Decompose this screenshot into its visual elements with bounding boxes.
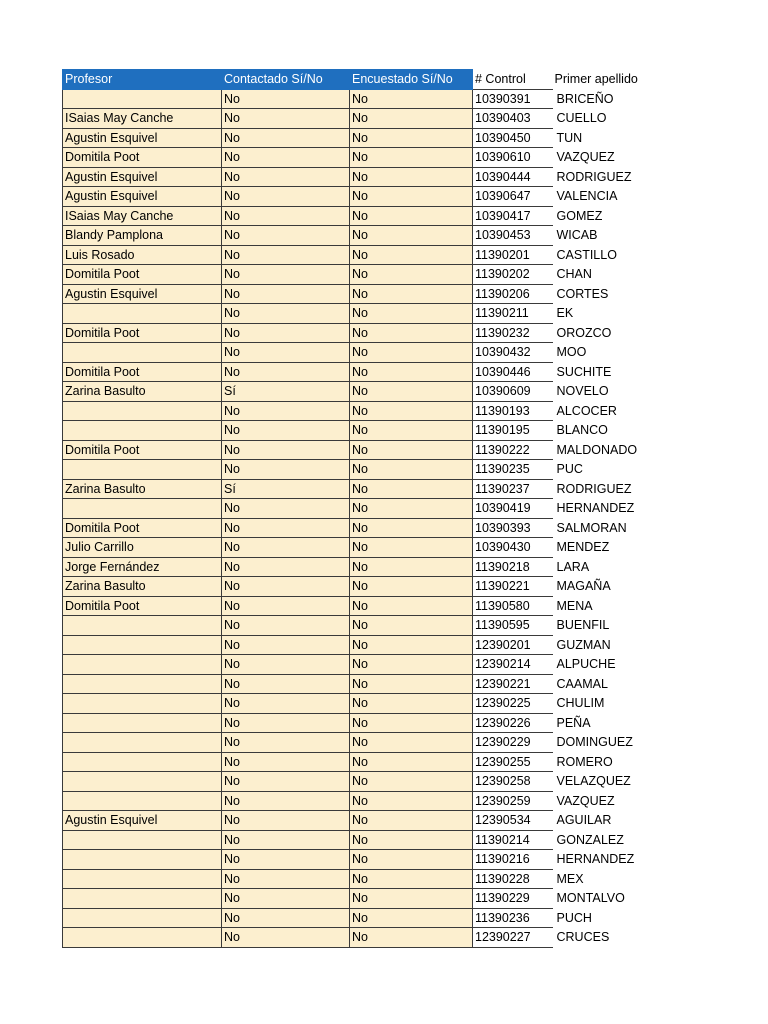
cell-profesor[interactable] bbox=[63, 791, 222, 811]
cell-encuestado[interactable]: No bbox=[350, 128, 473, 148]
cell-control[interactable]: 11390580 bbox=[473, 596, 553, 616]
cell-profesor[interactable] bbox=[63, 713, 222, 733]
cell-control[interactable]: 11390229 bbox=[473, 889, 553, 909]
table-row bbox=[63, 889, 663, 909]
cell-profesor[interactable]: Zarina Basulto bbox=[63, 382, 222, 402]
cell-control[interactable]: 11390202 bbox=[473, 265, 553, 285]
cell-encuestado[interactable]: No bbox=[350, 167, 473, 187]
cell-encuestado[interactable]: No bbox=[350, 869, 473, 889]
cell-contactado[interactable]: No bbox=[222, 694, 350, 714]
cell-control[interactable]: 12390226 bbox=[473, 713, 553, 733]
cell-encuestado[interactable]: No bbox=[350, 304, 473, 324]
cell-encuestado[interactable]: No bbox=[350, 284, 473, 304]
cell-contactado[interactable]: No bbox=[222, 830, 350, 850]
cell-control[interactable]: 12390227 bbox=[473, 928, 553, 948]
cell-profesor[interactable]: Agustin Esquivel bbox=[63, 187, 222, 207]
cell-contactado[interactable]: Sí bbox=[222, 479, 350, 499]
table-row bbox=[63, 362, 663, 382]
table-row bbox=[63, 401, 663, 421]
cell-apellido[interactable]: HERNANDEZ bbox=[553, 850, 663, 870]
cell-profesor[interactable]: Domitila Poot bbox=[63, 265, 222, 285]
cell-encuestado[interactable]: No bbox=[350, 889, 473, 909]
cell-contactado[interactable]: No bbox=[222, 791, 350, 811]
cell-encuestado[interactable]: No bbox=[350, 479, 473, 499]
table-row bbox=[63, 908, 663, 928]
cell-contactado[interactable]: No bbox=[222, 752, 350, 772]
cell-apellido[interactable]: CHAN bbox=[553, 265, 663, 285]
cell-encuestado[interactable]: No bbox=[350, 635, 473, 655]
cell-apellido[interactable]: ALCOCER bbox=[553, 401, 663, 421]
cell-profesor[interactable] bbox=[63, 635, 222, 655]
cell-control[interactable]: 11390235 bbox=[473, 460, 553, 480]
cell-profesor[interactable] bbox=[63, 733, 222, 753]
cell-apellido[interactable]: GUZMAN bbox=[553, 635, 663, 655]
cell-control[interactable]: 10390609 bbox=[473, 382, 553, 402]
cell-profesor[interactable]: Agustin Esquivel bbox=[63, 811, 222, 831]
table-row bbox=[63, 343, 663, 363]
cell-control[interactable]: 12390534 bbox=[473, 811, 553, 831]
cell-profesor[interactable]: Blandy Pamplona bbox=[63, 226, 222, 246]
cell-control[interactable]: 10390417 bbox=[473, 206, 553, 226]
table-row bbox=[63, 655, 663, 675]
cell-encuestado[interactable]: No bbox=[350, 733, 473, 753]
table-row bbox=[63, 830, 663, 850]
cell-profesor[interactable]: Julio Carrillo bbox=[63, 538, 222, 558]
cell-profesor[interactable] bbox=[63, 616, 222, 636]
cell-apellido[interactable]: CAAMAL bbox=[553, 674, 663, 694]
cell-encuestado[interactable]: No bbox=[350, 265, 473, 285]
header-contactado[interactable]: Contactado Sí/No bbox=[222, 70, 350, 90]
cell-apellido[interactable]: VALENCIA bbox=[553, 187, 663, 207]
header-profesor[interactable]: Profesor bbox=[63, 70, 222, 90]
survey-table bbox=[62, 69, 663, 948]
table-row bbox=[63, 674, 663, 694]
cell-apellido[interactable]: HERNANDEZ bbox=[553, 499, 663, 519]
table-row bbox=[63, 421, 663, 441]
cell-profesor[interactable] bbox=[63, 889, 222, 909]
cell-profesor[interactable]: Domitila Poot bbox=[63, 362, 222, 382]
table-row bbox=[63, 265, 663, 285]
cell-encuestado[interactable]: No bbox=[350, 362, 473, 382]
cell-apellido[interactable]: MONTALVO bbox=[553, 889, 663, 909]
cell-contactado[interactable]: No bbox=[222, 89, 350, 109]
cell-encuestado[interactable]: No bbox=[350, 245, 473, 265]
cell-contactado[interactable]: No bbox=[222, 674, 350, 694]
cell-control[interactable]: 11390232 bbox=[473, 323, 553, 343]
table-row bbox=[63, 928, 663, 948]
table-row bbox=[63, 89, 663, 109]
cell-apellido[interactable]: BLANCO bbox=[553, 421, 663, 441]
cell-contactado[interactable]: No bbox=[222, 850, 350, 870]
cell-profesor[interactable]: ISaias May Canche bbox=[63, 109, 222, 129]
cell-apellido[interactable]: SUCHITE bbox=[553, 362, 663, 382]
table-row bbox=[63, 187, 663, 207]
cell-apellido[interactable]: VAZQUEZ bbox=[553, 148, 663, 168]
cell-control[interactable]: 11390211 bbox=[473, 304, 553, 324]
cell-contactado[interactable]: No bbox=[222, 499, 350, 519]
cell-apellido[interactable]: NOVELO bbox=[553, 382, 663, 402]
table-row bbox=[63, 772, 663, 792]
cell-control[interactable]: 12390259 bbox=[473, 791, 553, 811]
cell-encuestado[interactable]: No bbox=[350, 811, 473, 831]
cell-contactado[interactable]: Sí bbox=[222, 382, 350, 402]
cell-profesor[interactable]: Agustin Esquivel bbox=[63, 128, 222, 148]
cell-control[interactable]: 11390221 bbox=[473, 577, 553, 597]
cell-contactado[interactable]: No bbox=[222, 245, 350, 265]
cell-contactado[interactable]: No bbox=[222, 733, 350, 753]
cell-apellido[interactable]: PUC bbox=[553, 460, 663, 480]
cell-encuestado[interactable]: No bbox=[350, 518, 473, 538]
header-apellido[interactable]: Primer apellido bbox=[553, 70, 663, 90]
table-row bbox=[63, 733, 663, 753]
cell-contactado[interactable]: No bbox=[222, 538, 350, 558]
cell-encuestado[interactable]: No bbox=[350, 538, 473, 558]
cell-contactado[interactable]: No bbox=[222, 577, 350, 597]
cell-encuestado[interactable]: No bbox=[350, 713, 473, 733]
cell-control[interactable]: 11390216 bbox=[473, 850, 553, 870]
cell-control[interactable]: 12390229 bbox=[473, 733, 553, 753]
table-row bbox=[63, 206, 663, 226]
cell-control[interactable]: 11390222 bbox=[473, 440, 553, 460]
cell-contactado[interactable]: No bbox=[222, 713, 350, 733]
table-row bbox=[63, 596, 663, 616]
table-row bbox=[63, 148, 663, 168]
cell-encuestado[interactable]: No bbox=[350, 616, 473, 636]
table-row bbox=[63, 518, 663, 538]
cell-encuestado[interactable]: No bbox=[350, 596, 473, 616]
cell-contactado[interactable]: No bbox=[222, 167, 350, 187]
cell-profesor[interactable] bbox=[63, 89, 222, 109]
cell-control[interactable]: 11390195 bbox=[473, 421, 553, 441]
cell-profesor[interactable] bbox=[63, 343, 222, 363]
cell-profesor[interactable]: Domitila Poot bbox=[63, 596, 222, 616]
table-row bbox=[63, 284, 663, 304]
cell-control[interactable]: 11390193 bbox=[473, 401, 553, 421]
cell-apellido[interactable]: RODRIGUEZ bbox=[553, 479, 663, 499]
table-row bbox=[63, 167, 663, 187]
table-row bbox=[63, 440, 663, 460]
cell-contactado[interactable]: No bbox=[222, 304, 350, 324]
cell-control[interactable]: 10390647 bbox=[473, 187, 553, 207]
cell-contactado[interactable]: No bbox=[222, 616, 350, 636]
table-row bbox=[63, 226, 663, 246]
cell-profesor[interactable] bbox=[63, 460, 222, 480]
cell-profesor[interactable]: Zarina Basulto bbox=[63, 479, 222, 499]
cell-encuestado[interactable]: No bbox=[350, 499, 473, 519]
cell-profesor[interactable]: Agustin Esquivel bbox=[63, 284, 222, 304]
cell-apellido[interactable]: RODRIGUEZ bbox=[553, 167, 663, 187]
cell-apellido[interactable]: CRUCES bbox=[553, 928, 663, 948]
cell-contactado[interactable]: No bbox=[222, 772, 350, 792]
cell-apellido[interactable]: GOMEZ bbox=[553, 206, 663, 226]
table-row bbox=[63, 109, 663, 129]
cell-contactado[interactable]: No bbox=[222, 811, 350, 831]
cell-control[interactable]: 11390237 bbox=[473, 479, 553, 499]
table-row bbox=[63, 577, 663, 597]
cell-control[interactable]: 11390218 bbox=[473, 557, 553, 577]
cell-control[interactable]: 10390419 bbox=[473, 499, 553, 519]
cell-contactado[interactable]: No bbox=[222, 343, 350, 363]
cell-apellido[interactable]: ROMERO bbox=[553, 752, 663, 772]
cell-control[interactable]: 11390595 bbox=[473, 616, 553, 636]
cell-contactado[interactable]: No bbox=[222, 460, 350, 480]
cell-control[interactable]: 10390446 bbox=[473, 362, 553, 382]
cell-apellido[interactable]: MENA bbox=[553, 596, 663, 616]
cell-apellido[interactable]: MOO bbox=[553, 343, 663, 363]
cell-profesor[interactable] bbox=[63, 304, 222, 324]
cell-encuestado[interactable]: No bbox=[350, 557, 473, 577]
cell-contactado[interactable]: No bbox=[222, 401, 350, 421]
cell-profesor[interactable] bbox=[63, 830, 222, 850]
cell-encuestado[interactable]: No bbox=[350, 421, 473, 441]
cell-profesor[interactable] bbox=[63, 401, 222, 421]
table-row bbox=[63, 713, 663, 733]
cell-apellido[interactable]: DOMINGUEZ bbox=[553, 733, 663, 753]
cell-profesor[interactable] bbox=[63, 694, 222, 714]
cell-profesor[interactable]: Domitila Poot bbox=[63, 518, 222, 538]
cell-encuestado[interactable]: No bbox=[350, 908, 473, 928]
cell-contactado[interactable]: No bbox=[222, 518, 350, 538]
cell-encuestado[interactable]: No bbox=[350, 674, 473, 694]
cell-control[interactable]: 12390221 bbox=[473, 674, 553, 694]
cell-apellido[interactable]: VAZQUEZ bbox=[553, 791, 663, 811]
cell-profesor[interactable]: Agustin Esquivel bbox=[63, 167, 222, 187]
cell-profesor[interactable] bbox=[63, 499, 222, 519]
cell-control[interactable]: 12390201 bbox=[473, 635, 553, 655]
table-row bbox=[63, 128, 663, 148]
cell-encuestado[interactable]: No bbox=[350, 655, 473, 675]
cell-encuestado[interactable]: No bbox=[350, 343, 473, 363]
cell-encuestado[interactable]: No bbox=[350, 226, 473, 246]
cell-contactado[interactable]: No bbox=[222, 655, 350, 675]
cell-control[interactable]: 11390228 bbox=[473, 869, 553, 889]
cell-contactado[interactable]: No bbox=[222, 362, 350, 382]
cell-encuestado[interactable]: No bbox=[350, 109, 473, 129]
cell-control[interactable]: 10390391 bbox=[473, 89, 553, 109]
cell-profesor[interactable] bbox=[63, 850, 222, 870]
cell-profesor[interactable]: ISaias May Canche bbox=[63, 206, 222, 226]
cell-encuestado[interactable]: No bbox=[350, 440, 473, 460]
cell-contactado[interactable]: No bbox=[222, 869, 350, 889]
table-row bbox=[63, 304, 663, 324]
cell-apellido[interactable]: ALPUCHE bbox=[553, 655, 663, 675]
cell-apellido[interactable]: PEÑA bbox=[553, 713, 663, 733]
cell-apellido[interactable]: SALMORAN bbox=[553, 518, 663, 538]
table-row bbox=[63, 850, 663, 870]
cell-contactado[interactable]: No bbox=[222, 440, 350, 460]
cell-contactado[interactable]: No bbox=[222, 908, 350, 928]
cell-encuestado[interactable]: No bbox=[350, 89, 473, 109]
cell-apellido[interactable]: MENDEZ bbox=[553, 538, 663, 558]
table-row bbox=[63, 616, 663, 636]
cell-encuestado[interactable]: No bbox=[350, 850, 473, 870]
cell-control[interactable]: 11390236 bbox=[473, 908, 553, 928]
cell-encuestado[interactable]: No bbox=[350, 577, 473, 597]
cell-apellido[interactable]: PUCH bbox=[553, 908, 663, 928]
cell-apellido[interactable]: BRICEÑO bbox=[553, 89, 663, 109]
table-row bbox=[63, 811, 663, 831]
cell-profesor[interactable] bbox=[63, 869, 222, 889]
cell-encuestado[interactable]: No bbox=[350, 148, 473, 168]
cell-contactado[interactable]: No bbox=[222, 928, 350, 948]
cell-control[interactable]: 12390225 bbox=[473, 694, 553, 714]
cell-control[interactable]: 10390444 bbox=[473, 167, 553, 187]
cell-control[interactable]: 12390255 bbox=[473, 752, 553, 772]
cell-apellido[interactable]: CORTES bbox=[553, 284, 663, 304]
cell-apellido[interactable]: GONZALEZ bbox=[553, 830, 663, 850]
cell-encuestado[interactable]: No bbox=[350, 694, 473, 714]
cell-apellido[interactable]: CASTILLO bbox=[553, 245, 663, 265]
cell-apellido[interactable]: AGUILAR bbox=[553, 811, 663, 831]
cell-encuestado[interactable]: No bbox=[350, 382, 473, 402]
cell-contactado[interactable]: No bbox=[222, 323, 350, 343]
cell-control[interactable]: 10390432 bbox=[473, 343, 553, 363]
cell-profesor[interactable] bbox=[63, 674, 222, 694]
cell-apellido[interactable]: LARA bbox=[553, 557, 663, 577]
cell-control[interactable]: 10390453 bbox=[473, 226, 553, 246]
table-row bbox=[63, 538, 663, 558]
cell-apellido[interactable]: MAGAÑA bbox=[553, 577, 663, 597]
cell-profesor[interactable]: Domitila Poot bbox=[63, 440, 222, 460]
cell-profesor[interactable] bbox=[63, 655, 222, 675]
cell-control[interactable]: 10390403 bbox=[473, 109, 553, 129]
cell-control[interactable]: 12390258 bbox=[473, 772, 553, 792]
cell-contactado[interactable]: No bbox=[222, 596, 350, 616]
table-row bbox=[63, 460, 663, 480]
header-row bbox=[63, 70, 663, 90]
cell-encuestado[interactable]: No bbox=[350, 772, 473, 792]
cell-encuestado[interactable]: No bbox=[350, 401, 473, 421]
cell-control[interactable]: 10390610 bbox=[473, 148, 553, 168]
cell-profesor[interactable]: Luis Rosado bbox=[63, 245, 222, 265]
cell-contactado[interactable]: No bbox=[222, 128, 350, 148]
cell-control[interactable]: 10390450 bbox=[473, 128, 553, 148]
cell-control[interactable]: 11390214 bbox=[473, 830, 553, 850]
table-row bbox=[63, 557, 663, 577]
cell-control[interactable]: 10390430 bbox=[473, 538, 553, 558]
cell-encuestado[interactable]: No bbox=[350, 460, 473, 480]
cell-apellido[interactable]: TUN bbox=[553, 128, 663, 148]
cell-contactado[interactable]: No bbox=[222, 226, 350, 246]
table-row bbox=[63, 791, 663, 811]
cell-contactado[interactable]: No bbox=[222, 635, 350, 655]
cell-profesor[interactable]: Domitila Poot bbox=[63, 323, 222, 343]
cell-profesor[interactable]: Jorge Fernández bbox=[63, 557, 222, 577]
cell-apellido[interactable]: MEX bbox=[553, 869, 663, 889]
table-row bbox=[63, 382, 663, 402]
cell-profesor[interactable] bbox=[63, 772, 222, 792]
header-control[interactable]: # Control bbox=[473, 70, 553, 90]
cell-encuestado[interactable]: No bbox=[350, 928, 473, 948]
cell-contactado[interactable]: No bbox=[222, 109, 350, 129]
cell-encuestado[interactable]: No bbox=[350, 830, 473, 850]
cell-apellido[interactable]: BUENFIL bbox=[553, 616, 663, 636]
cell-contactado[interactable]: No bbox=[222, 265, 350, 285]
table-row bbox=[63, 479, 663, 499]
cell-contactado[interactable]: No bbox=[222, 148, 350, 168]
table-row bbox=[63, 635, 663, 655]
cell-contactado[interactable]: No bbox=[222, 206, 350, 226]
cell-control[interactable]: 11390201 bbox=[473, 245, 553, 265]
table-row bbox=[63, 869, 663, 889]
cell-encuestado[interactable]: No bbox=[350, 752, 473, 772]
cell-control[interactable]: 11390206 bbox=[473, 284, 553, 304]
cell-contactado[interactable]: No bbox=[222, 187, 350, 207]
cell-apellido[interactable]: OROZCO bbox=[553, 323, 663, 343]
cell-encuestado[interactable]: No bbox=[350, 323, 473, 343]
cell-profesor[interactable] bbox=[63, 752, 222, 772]
table-row bbox=[63, 694, 663, 714]
cell-profesor[interactable]: Zarina Basulto bbox=[63, 577, 222, 597]
cell-control[interactable]: 10390393 bbox=[473, 518, 553, 538]
cell-apellido[interactable]: VELAZQUEZ bbox=[553, 772, 663, 792]
cell-profesor[interactable] bbox=[63, 928, 222, 948]
cell-apellido[interactable]: WICAB bbox=[553, 226, 663, 246]
cell-encuestado[interactable]: No bbox=[350, 187, 473, 207]
cell-contactado[interactable]: No bbox=[222, 889, 350, 909]
cell-encuestado[interactable]: No bbox=[350, 791, 473, 811]
table-row bbox=[63, 323, 663, 343]
cell-apellido[interactable]: CUELLO bbox=[553, 109, 663, 129]
header-encuestado[interactable]: Encuestado Sí/No bbox=[350, 70, 473, 90]
table-row bbox=[63, 499, 663, 519]
cell-profesor[interactable] bbox=[63, 421, 222, 441]
cell-contactado[interactable]: No bbox=[222, 421, 350, 441]
cell-encuestado[interactable]: No bbox=[350, 206, 473, 226]
table-row bbox=[63, 245, 663, 265]
cell-contactado[interactable]: No bbox=[222, 284, 350, 304]
cell-apellido[interactable]: MALDONADO bbox=[553, 440, 663, 460]
cell-contactado[interactable]: No bbox=[222, 557, 350, 577]
cell-apellido[interactable]: CHULIM bbox=[553, 694, 663, 714]
table-row bbox=[63, 752, 663, 772]
cell-apellido[interactable]: EK bbox=[553, 304, 663, 324]
cell-profesor[interactable]: Domitila Poot bbox=[63, 148, 222, 168]
cell-control[interactable]: 12390214 bbox=[473, 655, 553, 675]
cell-profesor[interactable] bbox=[63, 908, 222, 928]
